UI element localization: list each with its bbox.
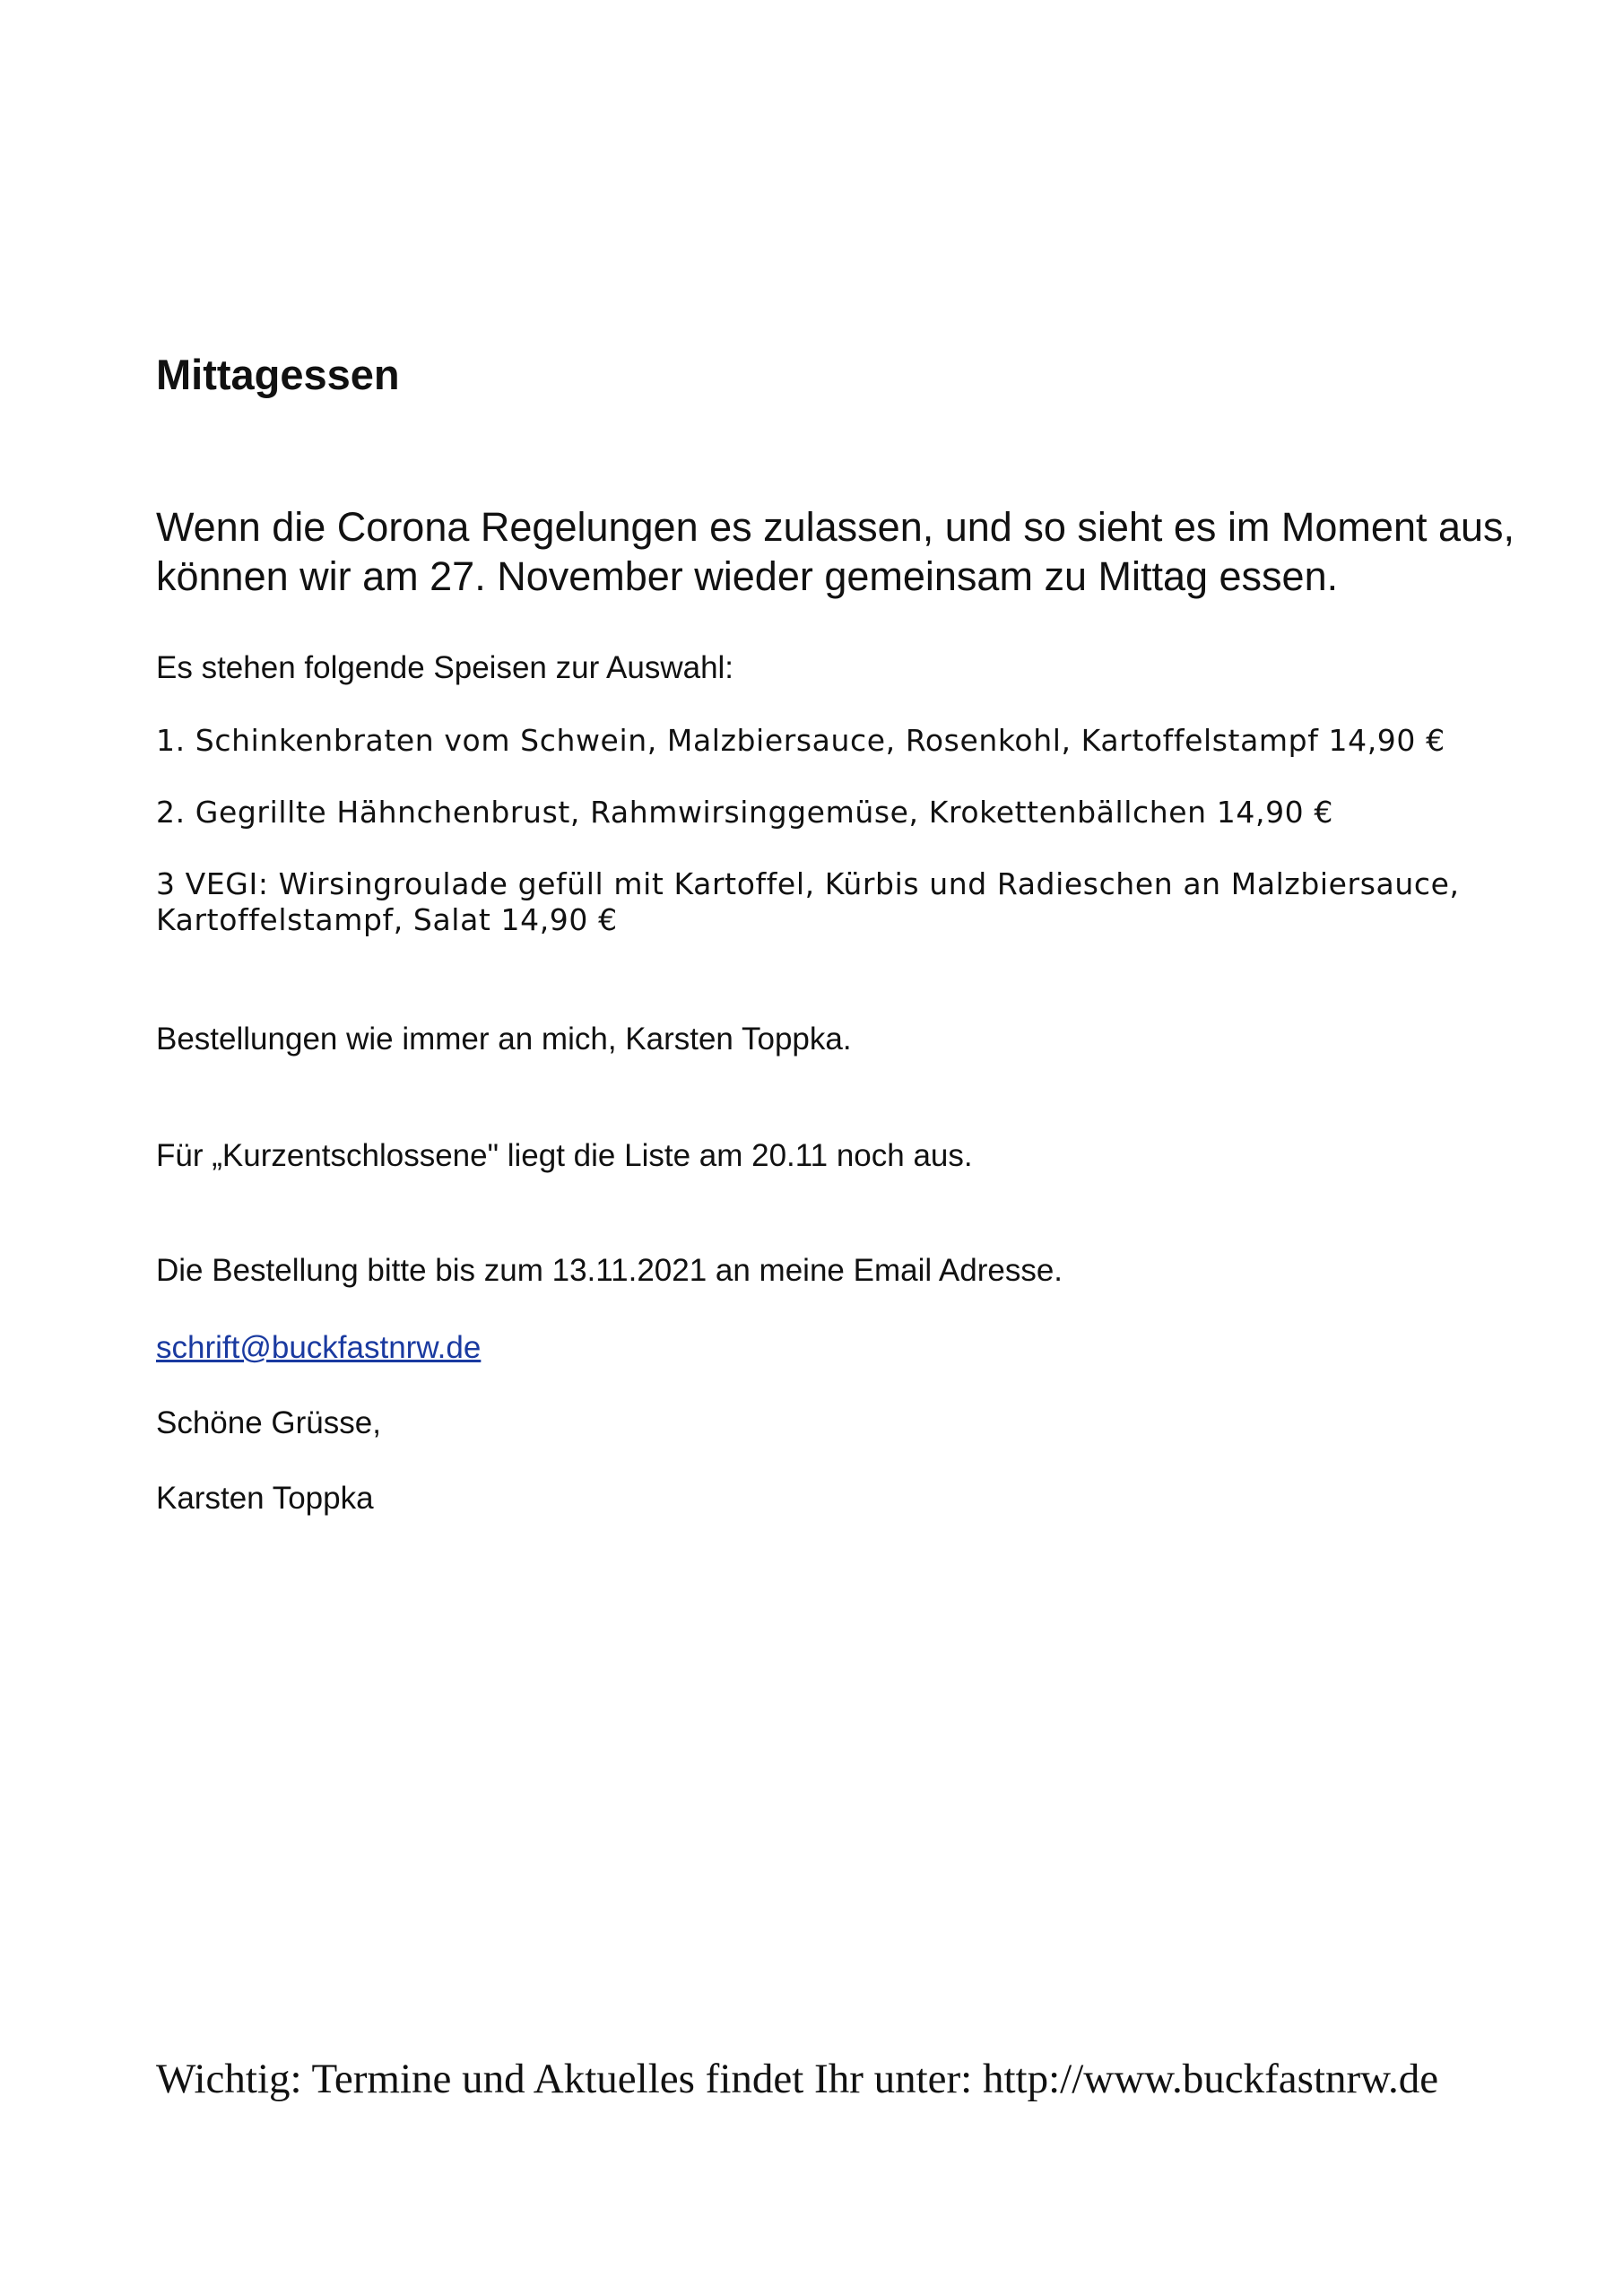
page-title: Mittagessen xyxy=(156,351,400,398)
intro-line-1: Wenn die Corona Regelungen es zulassen, und so sieht es im Moment aus, xyxy=(156,504,1515,550)
email-link[interactable]: schrift@buckfastnrw.de xyxy=(156,1330,482,1365)
greeting: Schöne Grüsse, xyxy=(156,1405,381,1440)
menu-item-1: 1. Schinkenbraten vom Schwein, Malzbiersauce, Rosenkohl, Kartoffelstampf 14,90 € xyxy=(156,723,1445,758)
intro-line-2: können wir am 27. November wieder gemeinsam zu Mittag essen. xyxy=(156,553,1339,599)
deadline-note: Die Bestellung bitte bis zum 13.11.2021 an meine Email Adresse. xyxy=(156,1253,1063,1288)
menu-item-3 xyxy=(156,866,1460,938)
intro-paragraph xyxy=(156,502,1515,601)
signature: Karsten Toppka xyxy=(156,1481,374,1516)
selection-intro: Es stehen folgende Speisen zur Auswahl: xyxy=(156,650,734,685)
footer-note: Wichtig: Termine und Aktuelles findet Ihr unter: http://www.buckfastnrw.de xyxy=(156,2056,1439,2102)
late-deciders-note: Für „Kurzentschlossene" liegt die Liste am 20.11 noch aus. xyxy=(156,1138,973,1173)
email-line xyxy=(156,1329,481,1367)
orders-note: Bestellungen wie immer an mich, Karsten Toppka. xyxy=(156,1022,852,1057)
menu-item-2: 2. Gegrillte Hähnchenbrust, Rahmwirsinggemüse, Krokettenbällchen 14,90 € xyxy=(156,795,1333,830)
menu-item-3-line-1: 3 VEGI: Wirsingroulade gefüll mit Kartoffel, Kürbis und Radieschen an Malzbiersauce, xyxy=(156,866,1460,901)
menu-item-3-line-2: Kartoffelstampf, Salat 14,90 € xyxy=(156,902,618,937)
